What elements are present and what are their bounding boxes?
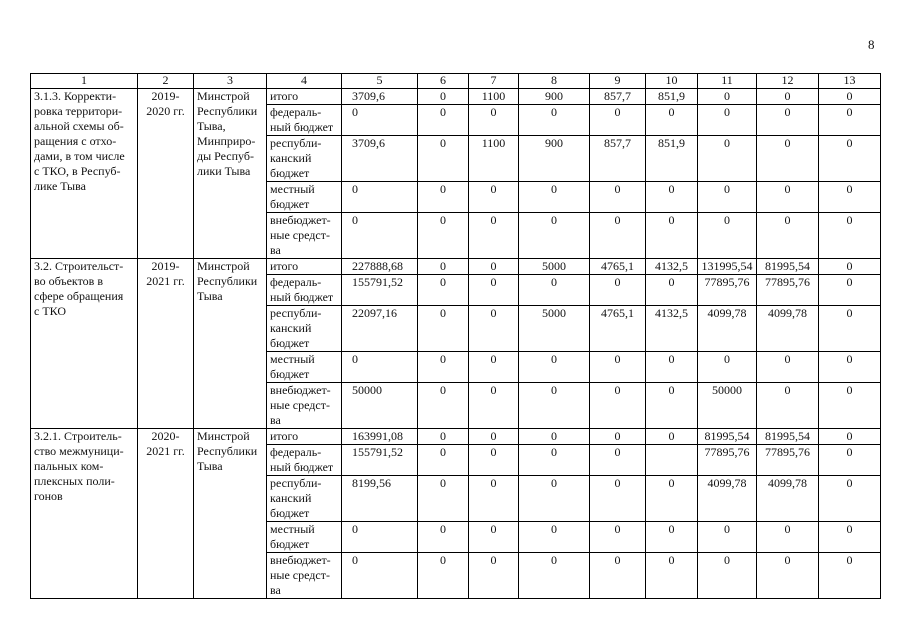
value-cell: 0 [418,383,469,429]
executor: Минстрой Республики Тыва [197,429,258,473]
page-number: 8 [868,37,875,52]
funding-source-cell: местный бюджет [267,182,342,213]
header-cell: 1 [31,74,138,89]
value-cell: 0 [819,553,881,599]
value-cell: 0 [418,136,469,182]
value-cell: 0 [819,476,881,522]
value-cell: 0 [698,182,757,213]
measure-name: 3.2. Строительст- во объектов в сфере обращения с ТКО [34,259,124,318]
value-cell: 0 [469,182,519,213]
executor-cell [194,429,267,599]
measure-name-cell [31,259,138,429]
value-cell: 0 [819,105,881,136]
value-cell: 0 [342,213,418,259]
value-cell: 0 [342,522,418,553]
value-cell: 0 [418,476,469,522]
funding-source-cell: итого [267,259,342,275]
value-cell: 155791,52 [342,445,418,476]
value-cell: 0 [646,429,698,445]
value-cell: 0 [469,105,519,136]
measure-name-cell [31,429,138,599]
value-cell: 81995,54 [698,429,757,445]
value-cell: 0 [519,476,590,522]
value-cell: 0 [519,522,590,553]
value-cell: 1100 [469,136,519,182]
period-cell [138,89,194,259]
funding-source-cell: внебюджет- ные средст- ва [267,553,342,599]
value-cell: 0 [469,522,519,553]
value-cell: 0 [757,553,819,599]
value-cell: 0 [590,352,646,383]
value-cell: 0 [646,105,698,136]
header-cell: 7 [469,74,519,89]
value-cell: 0 [418,213,469,259]
period: 2019- 2020 гг. [146,89,185,118]
value-cell: 0 [469,352,519,383]
value-cell: 0 [418,306,469,352]
funding-source-cell: республи- канский бюджет [267,306,342,352]
value-cell: 0 [519,105,590,136]
value-cell: 0 [646,553,698,599]
value-cell: 4132,5 [646,259,698,275]
value-cell: 0 [757,136,819,182]
value-cell: 1100 [469,89,519,105]
period-cell [138,259,194,429]
value-cell: 0 [469,213,519,259]
value-cell: 155791,52 [342,275,418,306]
value-cell: 0 [698,105,757,136]
value-cell: 0 [469,553,519,599]
funding-source-cell: внебюджет- ные средст- ва [267,213,342,259]
value-cell: 0 [418,429,469,445]
funding-source-cell: федераль- ный бюджет [267,105,342,136]
value-cell: 0 [646,522,698,553]
value-cell: 0 [590,213,646,259]
value-cell: 0 [590,275,646,306]
value-cell: 0 [757,89,819,105]
value-cell: 0 [757,383,819,429]
value-cell: 0 [590,522,646,553]
value-cell: 131995,54 [698,259,757,275]
header-cell: 8 [519,74,590,89]
value-cell: 0 [342,553,418,599]
value-cell: 0 [469,445,519,476]
value-cell: 0 [819,383,881,429]
value-cell: 0 [418,89,469,105]
value-cell: 0 [590,445,646,476]
value-cell [646,445,698,476]
value-cell: 0 [819,259,881,275]
value-cell: 0 [819,522,881,553]
measure-name-cell [31,89,138,259]
value-cell: 0 [418,445,469,476]
table-body [31,89,881,599]
measure-name: 3.1.3. Корректи- ровка территори- альной схемы об- ращения с отхо- дами, в том числе с ТКО, в Респуб- лике Тыва [34,89,125,193]
value-cell: 0 [646,352,698,383]
value-cell: 50000 [342,383,418,429]
value-cell: 0 [519,553,590,599]
funding-source-cell: внебюджет- ные средст- ва [267,383,342,429]
value-cell: 0 [519,429,590,445]
period: 2019- 2021 гг. [146,259,185,288]
value-cell: 81995,54 [757,429,819,445]
funding-source-cell: федераль- ный бюджет [267,275,342,306]
value-cell: 0 [519,275,590,306]
value-cell: 0 [469,476,519,522]
value-cell: 0 [819,213,881,259]
value-cell: 0 [590,383,646,429]
value-cell: 0 [418,275,469,306]
value-cell: 77895,76 [698,275,757,306]
value-cell: 0 [819,182,881,213]
funding-source-cell: республи- канский бюджет [267,136,342,182]
header-row [31,74,881,89]
value-cell: 0 [698,352,757,383]
executor: Минстрой Республики Тыва [197,259,258,303]
value-cell: 4765,1 [590,306,646,352]
executor-cell [194,89,267,259]
header-cell: 4 [267,74,342,89]
table-row [31,429,881,445]
value-cell: 0 [418,259,469,275]
value-cell: 0 [519,182,590,213]
value-cell: 0 [698,522,757,553]
funding-source-cell: местный бюджет [267,352,342,383]
value-cell: 851,9 [646,89,698,105]
value-cell: 4099,78 [698,476,757,522]
value-cell: 163991,08 [342,429,418,445]
value-cell: 0 [819,136,881,182]
value-cell: 0 [757,352,819,383]
funding-source-cell: итого [267,89,342,105]
value-cell: 0 [469,259,519,275]
value-cell: 81995,54 [757,259,819,275]
header-cell: 3 [194,74,267,89]
value-cell: 0 [590,182,646,213]
value-cell: 0 [418,522,469,553]
value-cell: 0 [698,89,757,105]
value-cell: 3709,6 [342,136,418,182]
value-cell: 0 [469,306,519,352]
value-cell: 0 [590,476,646,522]
value-cell: 0 [469,383,519,429]
value-cell: 5000 [519,259,590,275]
value-cell: 4099,78 [757,306,819,352]
value-cell: 0 [757,105,819,136]
table-row [31,259,881,275]
value-cell: 0 [590,105,646,136]
value-cell: 0 [590,429,646,445]
value-cell: 0 [519,383,590,429]
value-cell: 0 [469,429,519,445]
header-cell: 9 [590,74,646,89]
header-cell: 6 [418,74,469,89]
value-cell: 0 [819,306,881,352]
header-cell: 12 [757,74,819,89]
value-cell: 0 [698,213,757,259]
funding-source-cell: федераль- ный бюджет [267,445,342,476]
header-cell: 10 [646,74,698,89]
value-cell: 857,7 [590,136,646,182]
value-cell: 0 [342,105,418,136]
value-cell: 4765,1 [590,259,646,275]
value-cell: 0 [757,182,819,213]
value-cell: 0 [757,522,819,553]
header-cell: 2 [138,74,194,89]
value-cell: 0 [342,182,418,213]
executor: Минстрой Республики Тыва, Минприро- ды Респуб- лики Тыва [197,89,258,178]
value-cell: 3709,6 [342,89,418,105]
value-cell: 0 [418,105,469,136]
value-cell: 5000 [519,306,590,352]
header-cell: 5 [342,74,418,89]
value-cell: 227888,68 [342,259,418,275]
value-cell: 0 [519,445,590,476]
budget-table [30,73,881,599]
funding-source-cell: республи- канский бюджет [267,476,342,522]
value-cell: 0 [519,352,590,383]
value-cell: 0 [418,553,469,599]
value-cell: 900 [519,136,590,182]
value-cell: 900 [519,89,590,105]
funding-source-cell: итого [267,429,342,445]
header-cell: 13 [819,74,881,89]
table-row [31,89,881,105]
value-cell: 22097,16 [342,306,418,352]
value-cell: 0 [757,213,819,259]
value-cell: 0 [646,476,698,522]
value-cell: 0 [469,275,519,306]
header-cell: 11 [698,74,757,89]
value-cell: 0 [819,89,881,105]
value-cell: 0 [590,553,646,599]
value-cell: 77895,76 [757,275,819,306]
value-cell: 851,9 [646,136,698,182]
value-cell: 77895,76 [757,445,819,476]
period-cell [138,429,194,599]
value-cell: 0 [646,213,698,259]
value-cell: 0 [819,352,881,383]
value-cell: 4099,78 [757,476,819,522]
executor-cell [194,259,267,429]
value-cell: 0 [646,383,698,429]
value-cell: 0 [418,182,469,213]
value-cell: 0 [819,275,881,306]
funding-source-cell: местный бюджет [267,522,342,553]
value-cell: 8199,56 [342,476,418,522]
value-cell: 0 [342,352,418,383]
value-cell: 0 [819,445,881,476]
value-cell: 0 [698,553,757,599]
value-cell: 4132,5 [646,306,698,352]
value-cell: 0 [519,213,590,259]
value-cell: 0 [646,275,698,306]
value-cell: 0 [646,182,698,213]
value-cell: 857,7 [590,89,646,105]
measure-name: 3.2.1. Строитель- ство межмуници- пальных ком- плексных поли- гонов [34,429,124,503]
value-cell: 4099,78 [698,306,757,352]
value-cell: 77895,76 [698,445,757,476]
value-cell: 0 [819,429,881,445]
value-cell: 50000 [698,383,757,429]
period: 2020- 2021 гг. [146,429,185,458]
value-cell: 0 [698,136,757,182]
value-cell: 0 [418,352,469,383]
